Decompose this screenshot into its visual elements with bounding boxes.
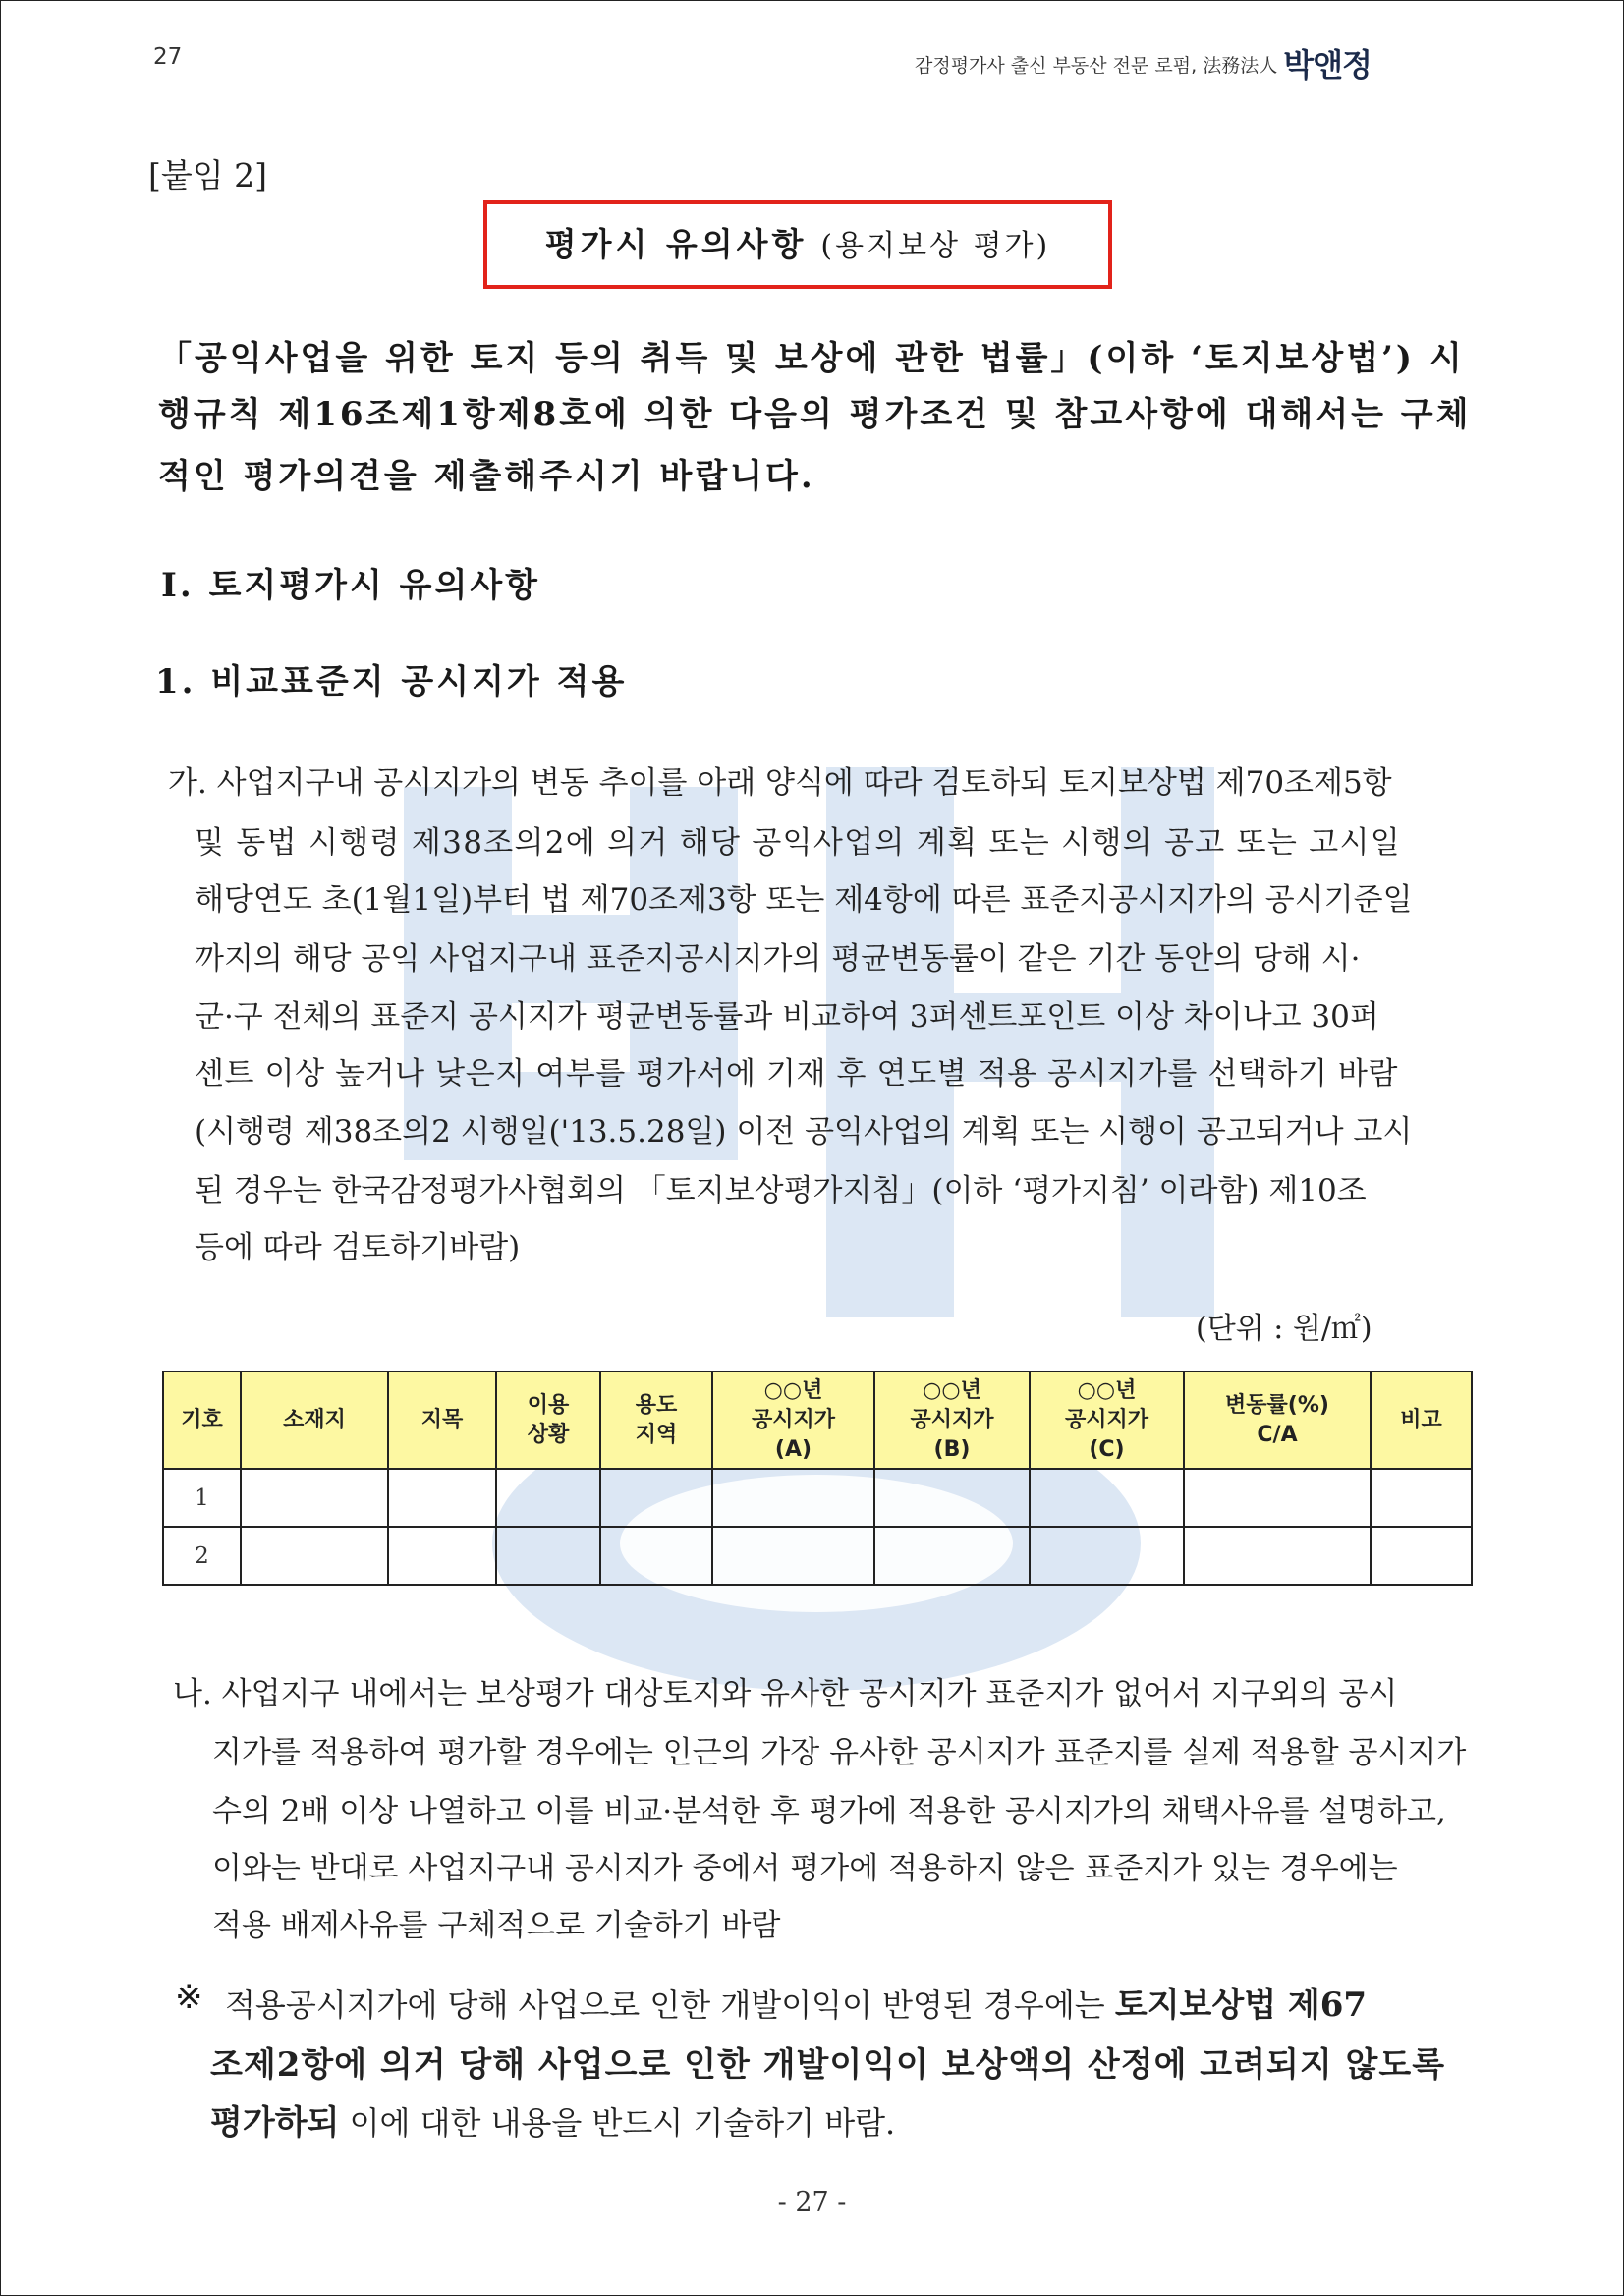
- table-cell: [1184, 1527, 1371, 1585]
- document-subtitle: (용지보상 평가): [820, 229, 1051, 263]
- header-location: 소재지: [241, 1372, 388, 1469]
- table-cell: [600, 1527, 712, 1585]
- header-zoning: 용도 지역: [600, 1372, 712, 1469]
- table-row: [163, 1527, 1472, 1585]
- table-cell: [388, 1527, 496, 1585]
- subsection-heading: 1. 비교표준지 공시지가 적용: [155, 662, 628, 701]
- note-line: 조제2항에 의거 당해 사업으로 인한 개발이익이 보상액의 산정에 고려되지 않도록: [210, 2045, 1446, 2085]
- table-cell: [600, 1469, 712, 1527]
- land-price-change-table: [162, 1371, 1473, 1586]
- table-row: [163, 1469, 1472, 1527]
- table-cell: [712, 1527, 874, 1585]
- paragraph-na-line: 수의 2배 이상 나열하고 이를 비교·분석한 후 평가에 적용한 공시지가의 채택사유를 설명하고,: [212, 1794, 1446, 1829]
- header-symbol: 기호: [163, 1372, 241, 1469]
- paragraph-ga-line: 까지의 해당 공익 사업지구내 표준지공시지가의 평균변동률이 같은 기간 동안의 당해 시·: [195, 941, 1361, 977]
- header-remarks: 비고: [1371, 1372, 1472, 1469]
- header-firm-line: [915, 40, 1465, 85]
- paragraph-ga-line: 된 경우는 한국감정평가사협회의 「토지보상평가지침」(이하 ‘평가지침’ 이라함) 제10조: [195, 1173, 1367, 1208]
- paragraph-ga-line: 해당연도 초(1월1일)부터 법 제70조제3항 또는 제4항에 따른 표준지공시지가의 공시기준일: [195, 882, 1413, 918]
- intro-line: 적인 평가의견을 제출해주시기 바랍니다.: [158, 457, 815, 496]
- table-cell: [1371, 1469, 1472, 1527]
- paragraph-na-line: 나. 사업지구 내에서는 보상평가 대상토지와 유사한 공시지가 표준지가 없어서 지구외의 공시: [173, 1676, 1398, 1711]
- note-line: [225, 1978, 1367, 2026]
- header-usage-status: 이용 상황: [496, 1372, 600, 1469]
- header-price-c: ○○년 공시지가 (C): [1030, 1372, 1184, 1469]
- note-emphasis: 평가하되: [210, 2103, 340, 2143]
- intro-line: 「공익사업을 위한 토지 등의 취득 및 보상에 관한 법률」(이하 ‘토지보상법’) 시: [158, 339, 1465, 378]
- title-box: [483, 200, 1112, 289]
- header-tagline: 감정평가사 출신 부동산 전문 로펌, 法務法人: [915, 55, 1278, 77]
- note-mark: ※: [175, 1978, 203, 2017]
- table-cell: 1: [163, 1469, 241, 1527]
- table-cell: [1030, 1469, 1184, 1527]
- section-heading: Ⅰ. 토지평가시 유의사항: [161, 566, 541, 605]
- header-price-a: ○○년 공시지가 (A): [712, 1372, 874, 1469]
- header-land-category: 지목: [388, 1372, 496, 1469]
- note-emphasis: 토지보상법 제67: [1114, 1986, 1368, 2025]
- attachment-label: [붙임 2]: [148, 156, 267, 195]
- table-cell: [241, 1469, 388, 1527]
- table-cell: 2: [163, 1527, 241, 1585]
- paragraph-na-line: 적용 배제사유를 구체적으로 기술하기 바람: [212, 1908, 781, 1943]
- note-line: [210, 2096, 895, 2144]
- unit-label: (단위 : 원/㎡): [1196, 1312, 1372, 1346]
- table-cell: [712, 1469, 874, 1527]
- table-cell: [874, 1469, 1030, 1527]
- header-change-rate: 변동률(%) C/A: [1184, 1372, 1371, 1469]
- intro-line: 행규칙 제16조제1항제8호에 의한 다음의 평가조건 및 참고사항에 대해서는 구체: [158, 395, 1472, 434]
- table-cell: [496, 1469, 600, 1527]
- table-cell: [1030, 1527, 1184, 1585]
- firm-logo-text: 박앤정: [1283, 46, 1372, 84]
- table-cell: [241, 1527, 388, 1585]
- header-page-number: 27: [153, 44, 183, 70]
- paragraph-ga-line: 센트 이상 높거나 낮은지 여부를 평가서에 기재 후 연도별 적용 공시지가를 선택하기 바람: [195, 1056, 1399, 1092]
- header-price-b: ○○년 공시지가 (B): [874, 1372, 1030, 1469]
- paragraph-ga-line: 가. 사업지구내 공시지가의 변동 추이를 아래 양식에 따라 검토하되 토지보상법 제70조제5항: [168, 765, 1392, 801]
- document-title: 평가시 유의사항: [544, 225, 808, 263]
- paragraph-ga-line: (시행령 제38조의2 시행일('13.5.28일) 이전 공익사업의 계획 또는 시행이 공고되거나 고시: [195, 1114, 1413, 1149]
- paragraph-ga-line: 등에 따라 검토하기바람): [195, 1230, 521, 1265]
- table-header-row: [163, 1372, 1472, 1469]
- paragraph-na-line: 지가를 적용하여 평가할 경우에는 인근의 가장 유사한 공시지가 표준지를 실제 적용할 공시지가: [212, 1735, 1467, 1770]
- paragraph-ga-line: 군·구 전체의 표준지 공시지가 평균변동률과 비교하여 3퍼센트포인트 이상 차이나고 30퍼: [195, 999, 1379, 1035]
- table-cell: [496, 1527, 600, 1585]
- table-cell: [874, 1527, 1030, 1585]
- footer-page-number: - 27 -: [777, 2187, 847, 2217]
- note-text: 이에 대한 내용을 반드시 기술하기 바람.: [339, 2104, 896, 2142]
- table-cell: [388, 1469, 496, 1527]
- table-cell: [1371, 1527, 1472, 1585]
- paragraph-ga-line: 및 동법 시행령 제38조의2에 의거 해당 공익사업의 계획 또는 시행의 공고 또는 고시일: [195, 825, 1402, 861]
- paragraph-na-line: 이와는 반대로 사업지구내 공시지가 중에서 평가에 적용하지 않은 표준지가 있는 경우에는: [212, 1851, 1398, 1886]
- note-text: 적용공시지가에 당해 사업으로 인한 개발이익이 반영된 경우에는: [225, 1987, 1115, 2024]
- table-cell: [1184, 1469, 1371, 1527]
